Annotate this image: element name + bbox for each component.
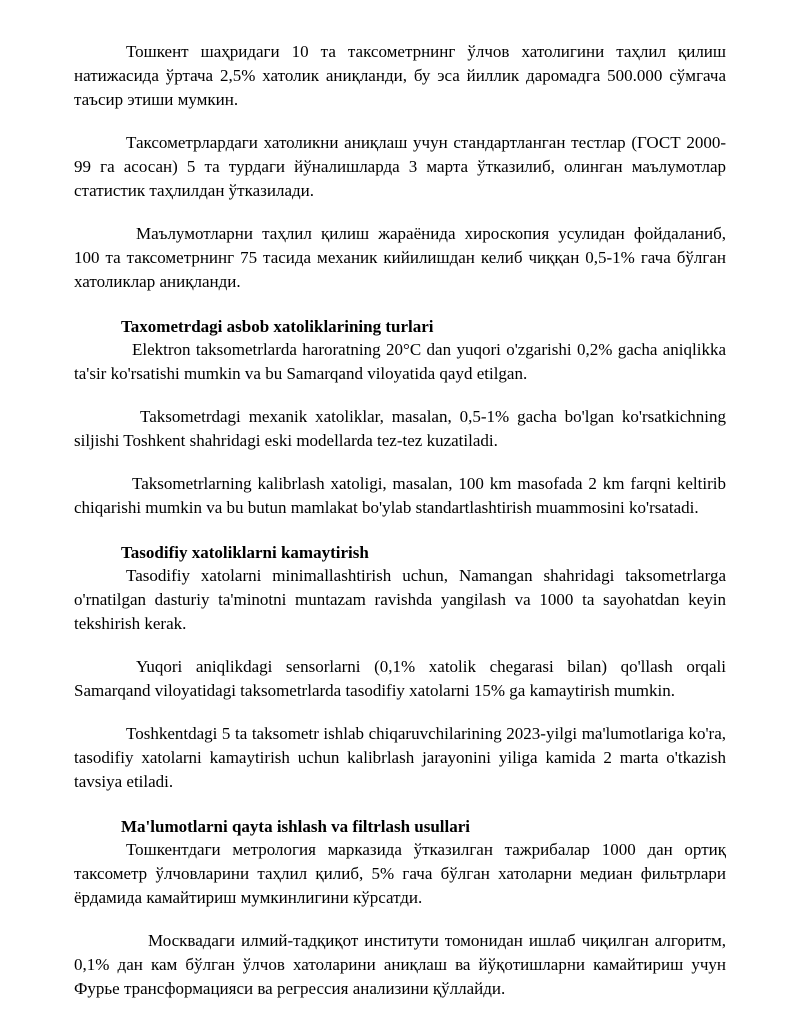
paragraph: Yuqori aniqlikdagi sensorlarni (0,1% xatolik chegarasi bilan) qo'llash orqali Samarqand viloyatidagi taksometrlarda tasodifiy xatolarni 15% ga kamaytirish mumkin.: [74, 657, 726, 700]
paragraph: Тошкент шаҳридаги 10 та таксометрнинг ўлчов хатолигини таҳлил қилиш натижасида ўртача 2,5% хатолик аниқланди, бу эса йиллик даромадга 500.000 сўмгача таъсир этиши мумкин.: [74, 42, 726, 109]
paragraph: Taksometrlarning kalibrlash xatoligi, masalan, 100 km masofada 2 km farqni keltirib chiqarishi mumkin va bu butun mamlakat bo'ylab standartlashtirish muammosini ko'rsatadi.: [74, 474, 726, 517]
paragraph: Тошкентдаги метрология марказида ўтказилган тажрибалар 1000 дан ортиқ таксометр ўлчовларини таҳлил қилиб, 5% гача бўлган хатоларни медиан фильтрлари ёрдамида камайтириш мумкинлигини кўрсатди.: [74, 840, 726, 907]
paragraph: Tasodifiy xatolarni minimallashtirish uchun, Namangan shahridagi taksometrlarga o'rnatilgan dasturiy ta'minotni muntazam ravishda yangilash va 1000 ta sayohatdan keyin tekshirish kerak.: [74, 566, 726, 633]
section-heading: Ma'lumotlarni qayta ishlash va filtrlash usullari: [121, 817, 471, 836]
paragraph: Taksometrdagi mexanik xatoliklar, masalan, 0,5-1% gacha bo'lgan ko'rsatkichning siljishi Toshkent shahridagi eski modellarda tez-tez kuzatiladi.: [74, 407, 726, 450]
paragraph: Москвадаги илмий-тадқиқот институти томонидан ишлаб чиқилган алгоритм, 0,1% дан кам бўлган ўлчов хатоларини аниқлаш ва йўқотишларни камайтириш учун Фурье трансформацияси ва регрессия анализини қўллайди.: [74, 931, 726, 998]
paragraph: Таксометрлардаги хатоликни аниқлаш учун стандартланган тестлар (ГОСТ 2000-99 га асосан) 5 та турдаги йўналишларда 3 марта ўтказилиб, олинган маълумотлар статистик таҳлилдан ўтказилади.: [74, 133, 726, 200]
paragraph: Elektron taksometrlarda haroratning 20°C dan yuqori o'zgarishi 0,2% gacha aniqlikka ta'sir ko'rsatishi mumkin va bu Samarqand viloyatida qayd etilgan.: [74, 340, 726, 383]
document-page: [74, 0, 726, 1001]
paragraph: Toshkentdagi 5 ta taksometr ishlab chiqaruvchilarining 2023-yilgi ma'lumotlariga ko'ra, tasodifiy xatolarni kamaytirish uchun kalibrlash jarayonini yiliga kamida 2 marta o'tkazish tavsiya etiladi.: [74, 724, 726, 791]
section-heading: Tasodifiy xatoliklarni kamaytirish: [121, 543, 369, 562]
paragraph: Маълумотларни таҳлил қилиш жараёнида хироскопия усулидан фойдаланиб, 100 та таксометрнинг 75 тасида механик кийилишдан келиб чиққан 0,5-1% гача бўлган хатоликлар аниқланди.: [74, 224, 726, 291]
section-heading: Taxometrdagi asbob xatoliklarining turlari: [121, 317, 434, 336]
